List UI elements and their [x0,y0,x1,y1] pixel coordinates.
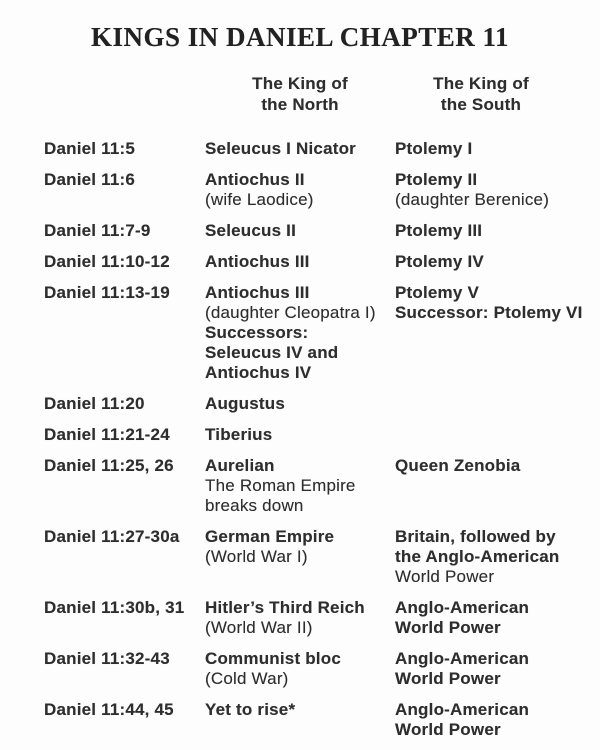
cell-line: Ptolemy II [395,170,478,189]
cell-line: Seleucus I Nicator [205,139,356,158]
king-of-north-cell [205,456,395,516]
cell-line: Tiberius [205,425,273,444]
cell-line: (Cold War) [205,669,289,688]
king-of-north-cell [205,170,395,210]
cell-line: Anglo-American [395,649,530,668]
column-header-south [395,73,567,115]
king-of-south-cell [395,139,600,159]
column-header-north-line2: the North [261,95,339,114]
king-of-north-cell [205,649,395,689]
cell-line: breaks down [205,496,304,515]
cell-line: Seleucus II [205,221,297,240]
cell-line: Antiochus III [205,252,310,271]
column-header-south-line1: The King of [433,74,529,93]
king-of-south-cell [395,649,600,689]
cell-line: Ptolemy V [395,283,479,302]
verse-reference: Daniel 11:30b, 31 [44,598,185,617]
table-row [0,456,600,516]
cell-line: Anglo-American [395,598,530,617]
cell-line: Hitler’s Third Reich [205,598,365,617]
column-header-north-line1: The King of [252,74,348,93]
cell-line: the Anglo-American [395,547,560,566]
king-of-north-cell [205,700,395,740]
cell-line: Yet to rise* [205,700,296,719]
cell-line: World Power [395,567,495,586]
table-row [0,252,600,272]
cell-line: Seleucus IV and [205,343,339,362]
king-of-north-cell [205,221,395,241]
table-row [0,649,600,689]
cell-line: World Power [395,618,501,637]
page-title: KINGS IN DANIEL CHAPTER 11 [90,22,510,52]
table-row [0,527,600,587]
table-row [0,170,600,210]
cell-line: The Roman Empire [205,476,356,495]
table-row [0,394,600,414]
column-header-reference-spacer [44,73,205,115]
column-header-south-line2: the South [440,95,522,114]
cell-line: Antiochus III [205,283,310,302]
cell-line: Augustus [205,394,285,413]
cell-line: Ptolemy III [395,221,483,240]
cell-line: (World War I) [205,547,308,566]
cell-line: Ptolemy I [395,139,473,158]
cell-line: Queen Zenobia [395,456,521,475]
king-of-south-cell [395,598,600,638]
cell-line: Aurelian [205,456,275,475]
king-of-south-cell [395,700,600,740]
table-row [0,139,600,159]
verse-reference: Daniel 11:27-30a [44,527,180,546]
king-of-south-cell [395,394,600,414]
king-of-south-cell [395,170,600,210]
cell-line: World Power [395,720,501,739]
king-of-north-cell [205,394,395,414]
cell-line: German Empire [205,527,335,546]
king-of-south-cell [395,456,600,516]
verse-reference: Daniel 11:5 [44,139,136,158]
king-of-north-cell [205,139,395,159]
cell-line: Antiochus IV [205,363,312,382]
verse-reference: Daniel 11:44, 45 [44,700,174,719]
cell-line: Antiochus II [205,170,305,189]
table-body [0,139,600,740]
table-row [0,700,600,740]
cell-line: Successor: Ptolemy VI [395,303,583,322]
cell-line: Ptolemy IV [395,252,484,271]
king-of-south-cell [395,527,600,587]
table-row [0,425,600,445]
table-header-row [0,73,600,115]
verse-reference: Daniel 11:13-19 [44,283,170,302]
cell-line: (daughter Berenice) [395,190,550,209]
king-of-north-cell [205,598,395,638]
king-of-south-cell [395,221,600,241]
verse-reference: Daniel 11:6 [44,170,136,189]
cell-line: (daughter Cleopatra I) [205,303,376,322]
table-row [0,598,600,638]
verse-reference: Daniel 11:32-43 [44,649,170,668]
verse-reference: Daniel 11:21-24 [44,425,170,444]
king-of-south-cell [395,425,600,445]
column-header-north [205,73,395,115]
cell-line: (World War II) [205,618,313,637]
cell-line: Britain, followed by [395,527,556,546]
king-of-north-cell [205,527,395,587]
king-of-north-cell [205,252,395,272]
king-of-south-cell [395,283,600,383]
cell-line: Successors: [205,323,309,342]
king-of-south-cell [395,252,600,272]
verse-reference: Daniel 11:10-12 [44,252,170,271]
cell-line: Anglo-American [395,700,530,719]
verse-reference: Daniel 11:7-9 [44,221,151,240]
table-row [0,283,600,383]
king-of-north-cell [205,283,395,383]
verse-reference: Daniel 11:20 [44,394,145,413]
king-of-north-cell [205,425,395,445]
table-row [0,221,600,241]
verse-reference: Daniel 11:25, 26 [44,456,174,475]
cell-line: World Power [395,669,501,688]
cell-line: Communist bloc [205,649,341,668]
cell-line: (wife Laodice) [205,190,314,209]
